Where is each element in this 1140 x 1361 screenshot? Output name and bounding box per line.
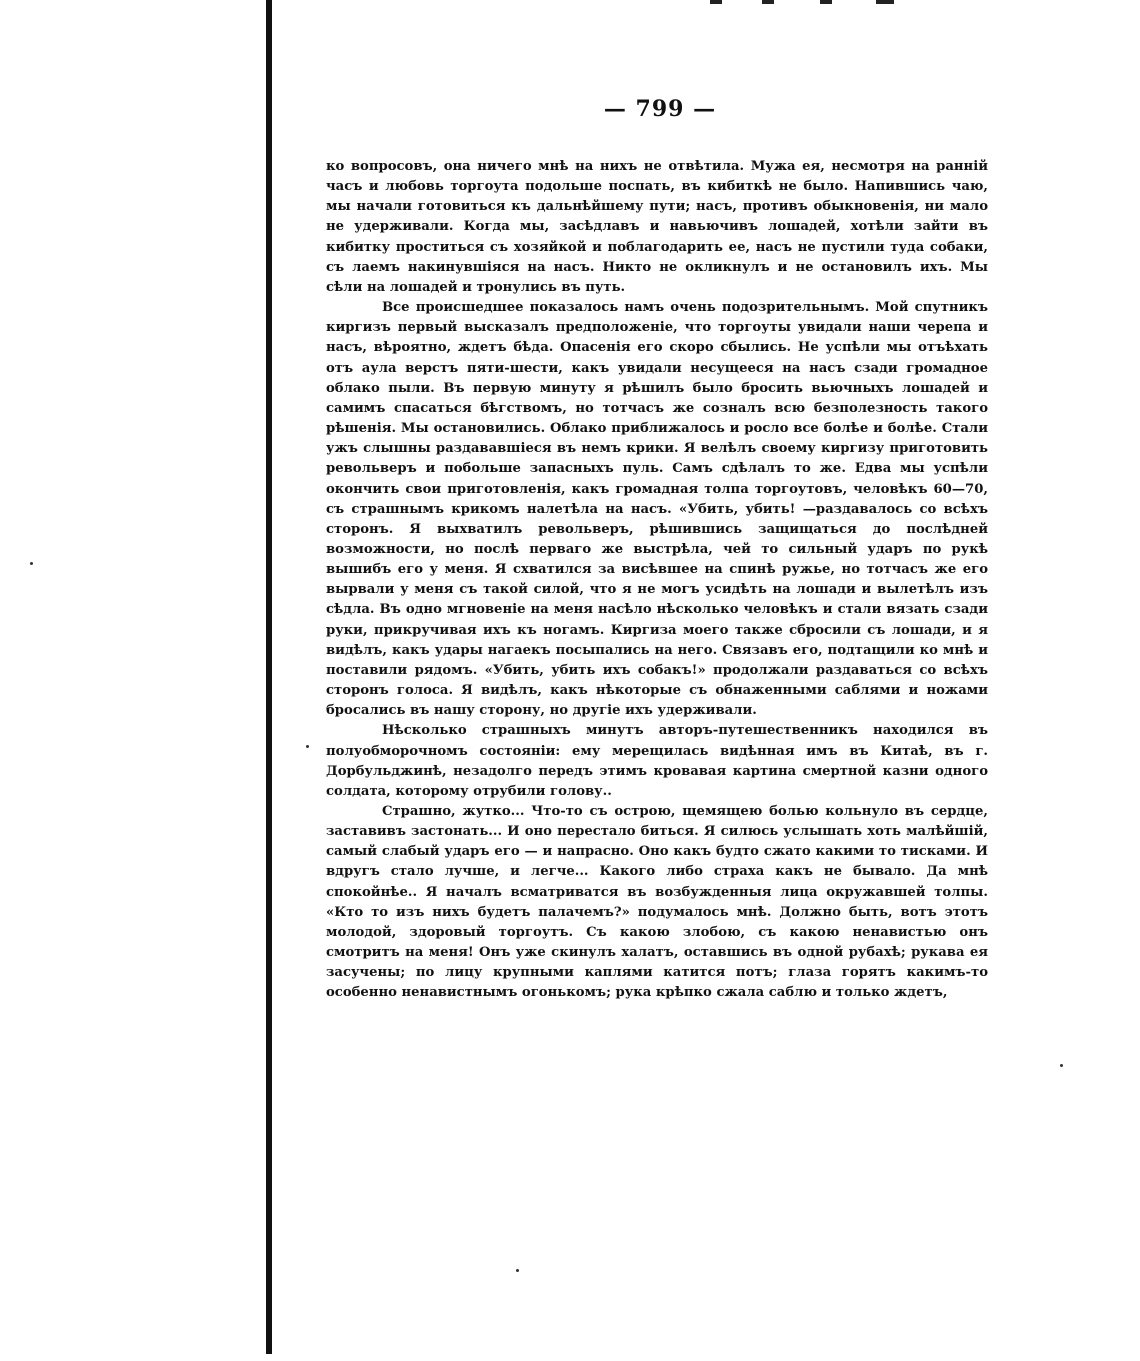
page-number: — 799 — bbox=[603, 96, 717, 122]
paragraph: Все происшедшее показалось намъ очень подозрительнымъ. Мой спутникъ киргизъ первый высказалъ предположенiе, что торгоуты увидали наши черепа и насъ, вѣроятно, ждетъ бѣда. Опасенiя его скоро сбылись. Не успѣли мы отъѣхать отъ аула верстъ пяти-шести, какъ увидали несущееся на насъ сзади громадное облако пыли. Въ первую минуту я рѣшилъ было бросить вьючныхъ лошадей и самимъ спасаться бѣгствомъ, но тотчасъ же созналъ всю безполезность такого рѣшенiя. Мы остановились. Облако приближалось и росло все болѣе и болѣе. Стали ужъ слышны раздававшiеся въ немъ крики. Я велѣлъ своему киргизу приготовить револьверъ и побольше запасныхъ пуль. Самъ сдѣлалъ то же. Едва мы успѣли окончить свои приготовленiя, какъ громадная толпа торгоутовъ, человѣкъ 60—70, съ страшнымъ крикомъ налетѣла на насъ. «Убить, убить! —раздавалось со всѣхъ сторонъ. Я выхватилъ револьверъ, рѣшившись защищаться до послѣдней возможности, но послѣ перваго же выстрѣла, чей то сильный ударъ по рукѣ вышибъ его у меня. Я схватился за висѣвшее на спинѣ ружье, но тотчасъ же его вырвали у меня съ такой силой, что я не могъ усидѣть на лошади и вылетѣлъ изъ сѣдла. Въ одно мгновенiе на меня насѣло нѣсколько человѣкъ и стали вязать сзади руки, прикручивая ихъ къ ногамъ. Киргиза моего также сбросили съ лошади, и я видѣлъ, какъ удары нагаекъ посыпались на него. Связавъ его, подтащили ко мнѣ и поставили рядомъ. «Убить, убить ихъ собакъ!» продолжали раздаваться со всѣхъ сторонъ голоса. Я видѣлъ, какъ нѣкоторые съ обнаженными саблями и ножами бросались въ нашу сторону, но другiе ихъ удерживали. bbox=[326, 300, 988, 719]
paragraph: ко вопросовъ, она ничего мнѣ на нихъ не отвѣтила. Мужа ея, несмотря на раннiй часъ и любовь торгоута подольше поспать, въ кибиткѣ не было. Напившись чаю, мы начали готовиться къ дальнѣйшему пути; насъ, противъ обыкновенiя, ни мало не удерживали. Когда мы, заcѣдлавъ и навьючивъ лошадей, хотѣли зайти въ кибитку проститься съ хозяйкой и поблагодарить ее, насъ не пустили туда собаки, съ лаемъ накинувшiяся на насъ. Никто не окликнулъ и не остановилъ ихъ. Мы сѣли на лошадей и тронулись въ путь. bbox=[326, 159, 988, 295]
paragraph: Нѣсколько страшныхъ минутъ авторъ-путешественникъ находился въ полуобморочномъ состоянiи: ему мерещилась видѣнная имъ въ Китаѣ, въ г. Дорбульджинѣ, незадолго передъ этимъ кровавая картина смертной казни одного солдата, которому отрубили голову.. bbox=[326, 723, 988, 799]
scan-speck bbox=[306, 745, 309, 748]
body-text bbox=[326, 157, 988, 1004]
scan-speck bbox=[1060, 1064, 1063, 1067]
scan-speck bbox=[30, 562, 33, 565]
paragraph: Страшно, жутко... Что-то съ острою, щемящею болью кольнуло въ сердце, заставивъ застонать... И оно перестало биться. Я силюсь услышать хоть малѣйшiй, самый слабый ударъ его — и напрасно. Оно какъ будто сжато какими то тисками. И вдругъ стало лучше, и легче... Какого либо страха какъ не бывало. Да мнѣ спокойнѣе.. Я началъ всматриватся въ возбужденныя лица окружавшей толпы. «Кто то изъ нихъ будетъ палачемъ?» подумалось мнѣ. Должно быть, вотъ этотъ молодой, здоровый торгоутъ. Съ какою злобою, съ какою ненавистью онъ смотритъ на меня! Онъ уже скинулъ халатъ, оставшись въ одной рубахѣ; рукава ея засучены; по лицу крупными каплями катится потъ; глаза горятъ какимъ-то особенно ненавистнымъ огонькомъ; рука крѣпко сжала саблю и только ждетъ, bbox=[326, 804, 988, 1001]
scan-speck bbox=[516, 1269, 519, 1272]
book-spine-line bbox=[266, 0, 272, 1354]
top-scan-marks bbox=[700, 0, 1000, 10]
